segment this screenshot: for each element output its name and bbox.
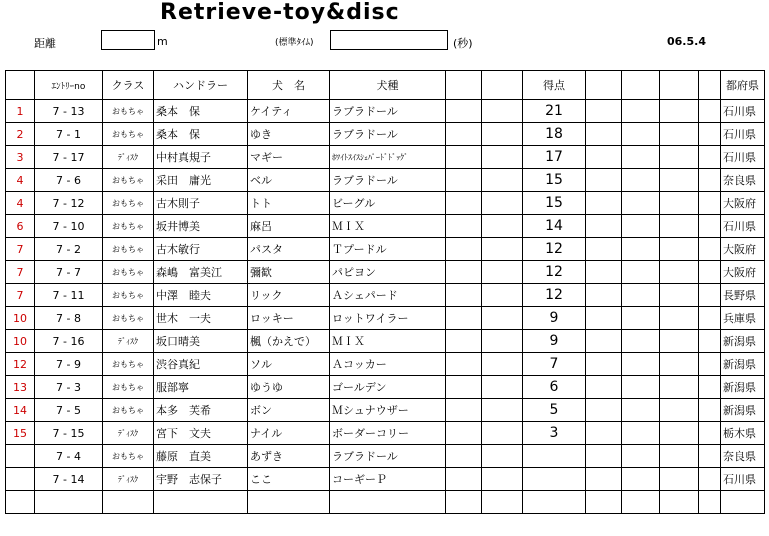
blank-cell: [482, 169, 523, 192]
blank-cell: [699, 422, 721, 445]
table-row: [6, 307, 765, 330]
blank-cell: [699, 238, 721, 261]
dog-name-cell: ケイティ: [248, 100, 330, 123]
table-row: [6, 422, 765, 445]
blank-cell: [586, 284, 622, 307]
class-cell: おもちゃ: [103, 445, 154, 468]
blank-cell: [482, 307, 523, 330]
class-header: クラス: [103, 71, 154, 100]
dog-name-cell: パスタ: [248, 238, 330, 261]
blank-cell: [586, 330, 622, 353]
score-cell: 18: [523, 123, 586, 146]
class-cell: おもちゃ: [103, 238, 154, 261]
prefecture-cell: 新潟県: [721, 330, 765, 353]
rank-cell: 10: [6, 307, 35, 330]
dog-name-cell: トト: [248, 192, 330, 215]
breed-cell: ラブラドール: [330, 445, 446, 468]
breed-cell: Ｍシュナウザー: [330, 399, 446, 422]
blank-header: [482, 71, 523, 100]
standard-time-field[interactable]: [330, 30, 448, 50]
blank-cell: [446, 215, 482, 238]
dog-name-cell: ゆうゆ: [248, 376, 330, 399]
dog-name-cell: 彌歓: [248, 261, 330, 284]
blank-cell: [586, 422, 622, 445]
blank-cell: [482, 399, 523, 422]
blank-cell: [622, 284, 660, 307]
entry-cell: 7 - 16: [35, 330, 103, 353]
blank-cell: [699, 468, 721, 491]
table-row: [6, 491, 765, 514]
blank-cell: [482, 146, 523, 169]
blank-cell: [660, 399, 699, 422]
blank-cell: [482, 284, 523, 307]
table-row: [6, 123, 765, 146]
entry-cell: 7 - 8: [35, 307, 103, 330]
table-row: [6, 192, 765, 215]
blank-cell: [699, 284, 721, 307]
class-cell: ﾃﾞｨｽｸ: [103, 422, 154, 445]
blank-cell: [586, 238, 622, 261]
blank-cell: [699, 330, 721, 353]
score-cell: 15: [523, 169, 586, 192]
dog-name-header: 犬 名: [248, 71, 330, 100]
blank-cell: [586, 215, 622, 238]
blank-cell: [660, 192, 699, 215]
entry-cell: 7 - 12: [35, 192, 103, 215]
blank-header: [622, 71, 660, 100]
blank-cell: [699, 215, 721, 238]
blank-cell: [699, 192, 721, 215]
blank-cell: [586, 146, 622, 169]
score-header: 得点: [523, 71, 586, 100]
score-cell: 12: [523, 284, 586, 307]
blank-cell: [446, 261, 482, 284]
blank-cell: [446, 284, 482, 307]
table-row: [6, 146, 765, 169]
prefecture-cell: 長野県: [721, 284, 765, 307]
seconds-label: (秒): [453, 37, 473, 50]
blank-cell: [482, 376, 523, 399]
class-cell: ﾃﾞｨｽｸ: [103, 468, 154, 491]
score-cell: [523, 491, 586, 514]
blank-cell: [446, 445, 482, 468]
blank-cell: [446, 169, 482, 192]
entry-cell: 7 - 6: [35, 169, 103, 192]
rank-cell: 6: [6, 215, 35, 238]
dog-name-cell: ボン: [248, 399, 330, 422]
score-cell: 15: [523, 192, 586, 215]
blank-cell: [660, 238, 699, 261]
table-row: [6, 468, 765, 491]
blank-cell: [699, 353, 721, 376]
entry-cell: [35, 491, 103, 514]
handler-cell: 藤原 直美: [154, 445, 248, 468]
blank-cell: [482, 422, 523, 445]
blank-cell: [660, 123, 699, 146]
table-row: [6, 399, 765, 422]
dog-name-cell: ここ: [248, 468, 330, 491]
score-cell: [523, 445, 586, 468]
class-cell: おもちゃ: [103, 169, 154, 192]
table-row: [6, 330, 765, 353]
prefecture-cell: 石川県: [721, 468, 765, 491]
class-cell: おもちゃ: [103, 399, 154, 422]
handler-cell: 采田 庸光: [154, 169, 248, 192]
blank-cell: [446, 146, 482, 169]
blank-cell: [660, 376, 699, 399]
blank-cell: [482, 238, 523, 261]
breed-cell: ビーグル: [330, 192, 446, 215]
blank-cell: [482, 100, 523, 123]
rank-cell: [6, 491, 35, 514]
blank-cell: [699, 123, 721, 146]
prefecture-cell: 石川県: [721, 215, 765, 238]
blank-cell: [446, 100, 482, 123]
handler-cell: 坂口晴美: [154, 330, 248, 353]
breed-cell: ゴールデン: [330, 376, 446, 399]
table-row: [6, 261, 765, 284]
prefecture-cell: 大阪府: [721, 238, 765, 261]
blank-header: [446, 71, 482, 100]
table-row: [6, 238, 765, 261]
blank-cell: [622, 445, 660, 468]
rank-cell: 1: [6, 100, 35, 123]
breed-cell: ＭＩＸ: [330, 215, 446, 238]
blank-cell: [622, 353, 660, 376]
handler-cell: 森嶋 富美江: [154, 261, 248, 284]
blank-cell: [699, 445, 721, 468]
breed-cell: Ａシェパード: [330, 284, 446, 307]
blank-cell: [660, 353, 699, 376]
class-cell: おもちゃ: [103, 100, 154, 123]
blank-cell: [586, 376, 622, 399]
handler-cell: 桑本 保: [154, 123, 248, 146]
entry-cell: 7 - 17: [35, 146, 103, 169]
blank-cell: [660, 468, 699, 491]
class-cell: [103, 491, 154, 514]
score-cell: [523, 468, 586, 491]
handler-cell: 渋谷真紀: [154, 353, 248, 376]
breed-cell: ラブラドール: [330, 100, 446, 123]
distance-field[interactable]: [101, 30, 155, 50]
blank-cell: [586, 445, 622, 468]
dog-name-cell: 楓（かえで）: [248, 330, 330, 353]
blank-cell: [699, 146, 721, 169]
breed-cell: ボーダーコリー: [330, 422, 446, 445]
blank-cell: [446, 353, 482, 376]
dog-name-cell: ナイル: [248, 422, 330, 445]
score-cell: 17: [523, 146, 586, 169]
table-row: [6, 169, 765, 192]
class-cell: ﾃﾞｨｽｸ: [103, 146, 154, 169]
prefecture-cell: 大阪府: [721, 261, 765, 284]
blank-cell: [699, 307, 721, 330]
entry-cell: 7 - 1: [35, 123, 103, 146]
blank-cell: [622, 422, 660, 445]
prefecture-cell: 石川県: [721, 123, 765, 146]
score-cell: 12: [523, 238, 586, 261]
blank-cell: [482, 261, 523, 284]
score-cell: 12: [523, 261, 586, 284]
blank-cell: [660, 100, 699, 123]
entry-cell: 7 - 10: [35, 215, 103, 238]
table-row: [6, 376, 765, 399]
class-cell: おもちゃ: [103, 192, 154, 215]
prefecture-cell: 奈良県: [721, 169, 765, 192]
blank-cell: [660, 169, 699, 192]
handler-header: ハンドラー: [154, 71, 248, 100]
table-row: [6, 353, 765, 376]
score-cell: 6: [523, 376, 586, 399]
dog-name-cell: 麻呂: [248, 215, 330, 238]
class-cell: ﾃﾞｨｽｸ: [103, 330, 154, 353]
score-cell: 5: [523, 399, 586, 422]
blank-cell: [699, 169, 721, 192]
blank-cell: [699, 491, 721, 514]
rank-cell: [6, 468, 35, 491]
blank-cell: [446, 192, 482, 215]
entry-header: ｴﾝﾄﾘｰno: [35, 71, 103, 100]
blank-cell: [482, 353, 523, 376]
entry-cell: 7 - 14: [35, 468, 103, 491]
blank-cell: [660, 146, 699, 169]
prefecture-cell: 新潟県: [721, 399, 765, 422]
blank-cell: [446, 376, 482, 399]
entry-cell: 7 - 4: [35, 445, 103, 468]
rank-cell: 12: [6, 353, 35, 376]
blank-cell: [622, 192, 660, 215]
blank-cell: [622, 376, 660, 399]
score-cell: 9: [523, 307, 586, 330]
dog-name-cell: あずき: [248, 445, 330, 468]
table-row: [6, 284, 765, 307]
blank-cell: [622, 238, 660, 261]
blank-cell: [586, 468, 622, 491]
rank-cell: 14: [6, 399, 35, 422]
blank-cell: [586, 307, 622, 330]
blank-header: [586, 71, 622, 100]
blank-cell: [446, 307, 482, 330]
handler-cell: 宇野 志保子: [154, 468, 248, 491]
rank-cell: 7: [6, 238, 35, 261]
rank-cell: [6, 445, 35, 468]
blank-cell: [586, 169, 622, 192]
blank-cell: [446, 123, 482, 146]
blank-cell: [586, 399, 622, 422]
handler-cell: 桑本 保: [154, 100, 248, 123]
score-cell: 14: [523, 215, 586, 238]
prefecture-cell: 栃木県: [721, 422, 765, 445]
breed-cell: [330, 491, 446, 514]
handler-cell: 中澤 睦夫: [154, 284, 248, 307]
results-body: [6, 100, 765, 514]
breed-cell: Ｔプードル: [330, 238, 446, 261]
distance-label: 距離: [34, 37, 56, 50]
class-cell: おもちゃ: [103, 307, 154, 330]
entry-cell: 7 - 7: [35, 261, 103, 284]
blank-cell: [482, 491, 523, 514]
rank-cell: 3: [6, 146, 35, 169]
class-cell: おもちゃ: [103, 261, 154, 284]
rank-cell: 7: [6, 261, 35, 284]
handler-cell: 本多 芙希: [154, 399, 248, 422]
dog-name-cell: ロッキー: [248, 307, 330, 330]
prefecture-cell: 奈良県: [721, 445, 765, 468]
page-title: Retrieve-toy&disc: [160, 0, 400, 25]
breed-cell: パピヨン: [330, 261, 446, 284]
prefecture-cell: [721, 491, 765, 514]
rank-cell: 10: [6, 330, 35, 353]
blank-cell: [482, 123, 523, 146]
rank-cell: 2: [6, 123, 35, 146]
class-cell: おもちゃ: [103, 376, 154, 399]
standard-time-label: (標準ﾀｲﾑ): [275, 38, 314, 48]
class-cell: おもちゃ: [103, 215, 154, 238]
entry-cell: 7 - 2: [35, 238, 103, 261]
prefecture-cell: 兵庫県: [721, 307, 765, 330]
breed-cell: ロットワイラー: [330, 307, 446, 330]
score-cell: 21: [523, 100, 586, 123]
blank-cell: [586, 100, 622, 123]
date: 06.5.4: [667, 35, 706, 48]
blank-cell: [482, 330, 523, 353]
rank-cell: 4: [6, 169, 35, 192]
blank-cell: [622, 307, 660, 330]
breed-header: 犬種: [330, 71, 446, 100]
prefecture-cell: 石川県: [721, 146, 765, 169]
blank-cell: [660, 307, 699, 330]
score-cell: 9: [523, 330, 586, 353]
blank-cell: [660, 284, 699, 307]
rank-cell: 4: [6, 192, 35, 215]
blank-cell: [660, 422, 699, 445]
entry-cell: 7 - 9: [35, 353, 103, 376]
blank-cell: [446, 422, 482, 445]
score-cell: 7: [523, 353, 586, 376]
blank-cell: [586, 192, 622, 215]
blank-cell: [699, 376, 721, 399]
blank-cell: [622, 399, 660, 422]
dog-name-cell: ソル: [248, 353, 330, 376]
distance-unit: m: [157, 35, 168, 48]
dog-name-cell: ゆき: [248, 123, 330, 146]
breed-cell: Ａコッカー: [330, 353, 446, 376]
blank-cell: [660, 491, 699, 514]
breed-cell: ＭＩＸ: [330, 330, 446, 353]
results-table: [5, 70, 765, 514]
handler-cell: [154, 491, 248, 514]
breed-cell: ﾎﾜｲﾄｽｲｽｼｪﾊﾟｰﾄﾞﾄﾞｯｸﾞ: [330, 146, 446, 169]
prefecture-header: 都府県: [721, 71, 765, 100]
blank-cell: [622, 330, 660, 353]
handler-cell: 坂井博美: [154, 215, 248, 238]
entry-cell: 7 - 13: [35, 100, 103, 123]
dog-name-cell: リック: [248, 284, 330, 307]
blank-header: [660, 71, 699, 100]
handler-cell: 古木敏行: [154, 238, 248, 261]
blank-cell: [622, 146, 660, 169]
blank-cell: [446, 468, 482, 491]
class-cell: おもちゃ: [103, 123, 154, 146]
prefecture-cell: 新潟県: [721, 376, 765, 399]
blank-cell: [586, 491, 622, 514]
handler-cell: 宮下 文夫: [154, 422, 248, 445]
table-row: [6, 215, 765, 238]
blank-cell: [622, 100, 660, 123]
blank-cell: [446, 238, 482, 261]
blank-cell: [622, 261, 660, 284]
blank-cell: [482, 445, 523, 468]
rank-cell: 15: [6, 422, 35, 445]
prefecture-cell: 石川県: [721, 100, 765, 123]
blank-cell: [482, 468, 523, 491]
blank-cell: [482, 192, 523, 215]
blank-cell: [586, 123, 622, 146]
breed-cell: ラブラドール: [330, 123, 446, 146]
score-cell: 3: [523, 422, 586, 445]
blank-cell: [699, 261, 721, 284]
handler-cell: 古木則子: [154, 192, 248, 215]
dog-name-cell: ベル: [248, 169, 330, 192]
blank-cell: [660, 215, 699, 238]
entry-cell: 7 - 3: [35, 376, 103, 399]
blank-cell: [622, 123, 660, 146]
dog-name-cell: [248, 491, 330, 514]
breed-cell: コーギーＰ: [330, 468, 446, 491]
blank-cell: [660, 261, 699, 284]
class-cell: おもちゃ: [103, 353, 154, 376]
blank-cell: [446, 491, 482, 514]
blank-cell: [482, 215, 523, 238]
class-cell: おもちゃ: [103, 284, 154, 307]
blank-cell: [446, 330, 482, 353]
blank-cell: [699, 100, 721, 123]
blank-cell: [660, 445, 699, 468]
table-row: [6, 100, 765, 123]
prefecture-cell: 新潟県: [721, 353, 765, 376]
blank-cell: [660, 330, 699, 353]
blank-header: [699, 71, 721, 100]
prefecture-cell: 大阪府: [721, 192, 765, 215]
blank-cell: [622, 491, 660, 514]
header-row: [6, 71, 765, 100]
blank-cell: [622, 468, 660, 491]
entry-cell: 7 - 5: [35, 399, 103, 422]
blank-cell: [699, 399, 721, 422]
entry-cell: 7 - 15: [35, 422, 103, 445]
blank-cell: [586, 353, 622, 376]
blank-cell: [586, 261, 622, 284]
breed-cell: ラブラドール: [330, 169, 446, 192]
dog-name-cell: マギー: [248, 146, 330, 169]
blank-cell: [622, 215, 660, 238]
blank-cell: [622, 169, 660, 192]
handler-cell: 中村真規子: [154, 146, 248, 169]
handler-cell: 世木 一夫: [154, 307, 248, 330]
rank-cell: 7: [6, 284, 35, 307]
table-row: [6, 445, 765, 468]
rank-cell: 13: [6, 376, 35, 399]
handler-cell: 服部寧: [154, 376, 248, 399]
entry-cell: 7 - 11: [35, 284, 103, 307]
rank-header: [6, 71, 35, 100]
blank-cell: [446, 399, 482, 422]
